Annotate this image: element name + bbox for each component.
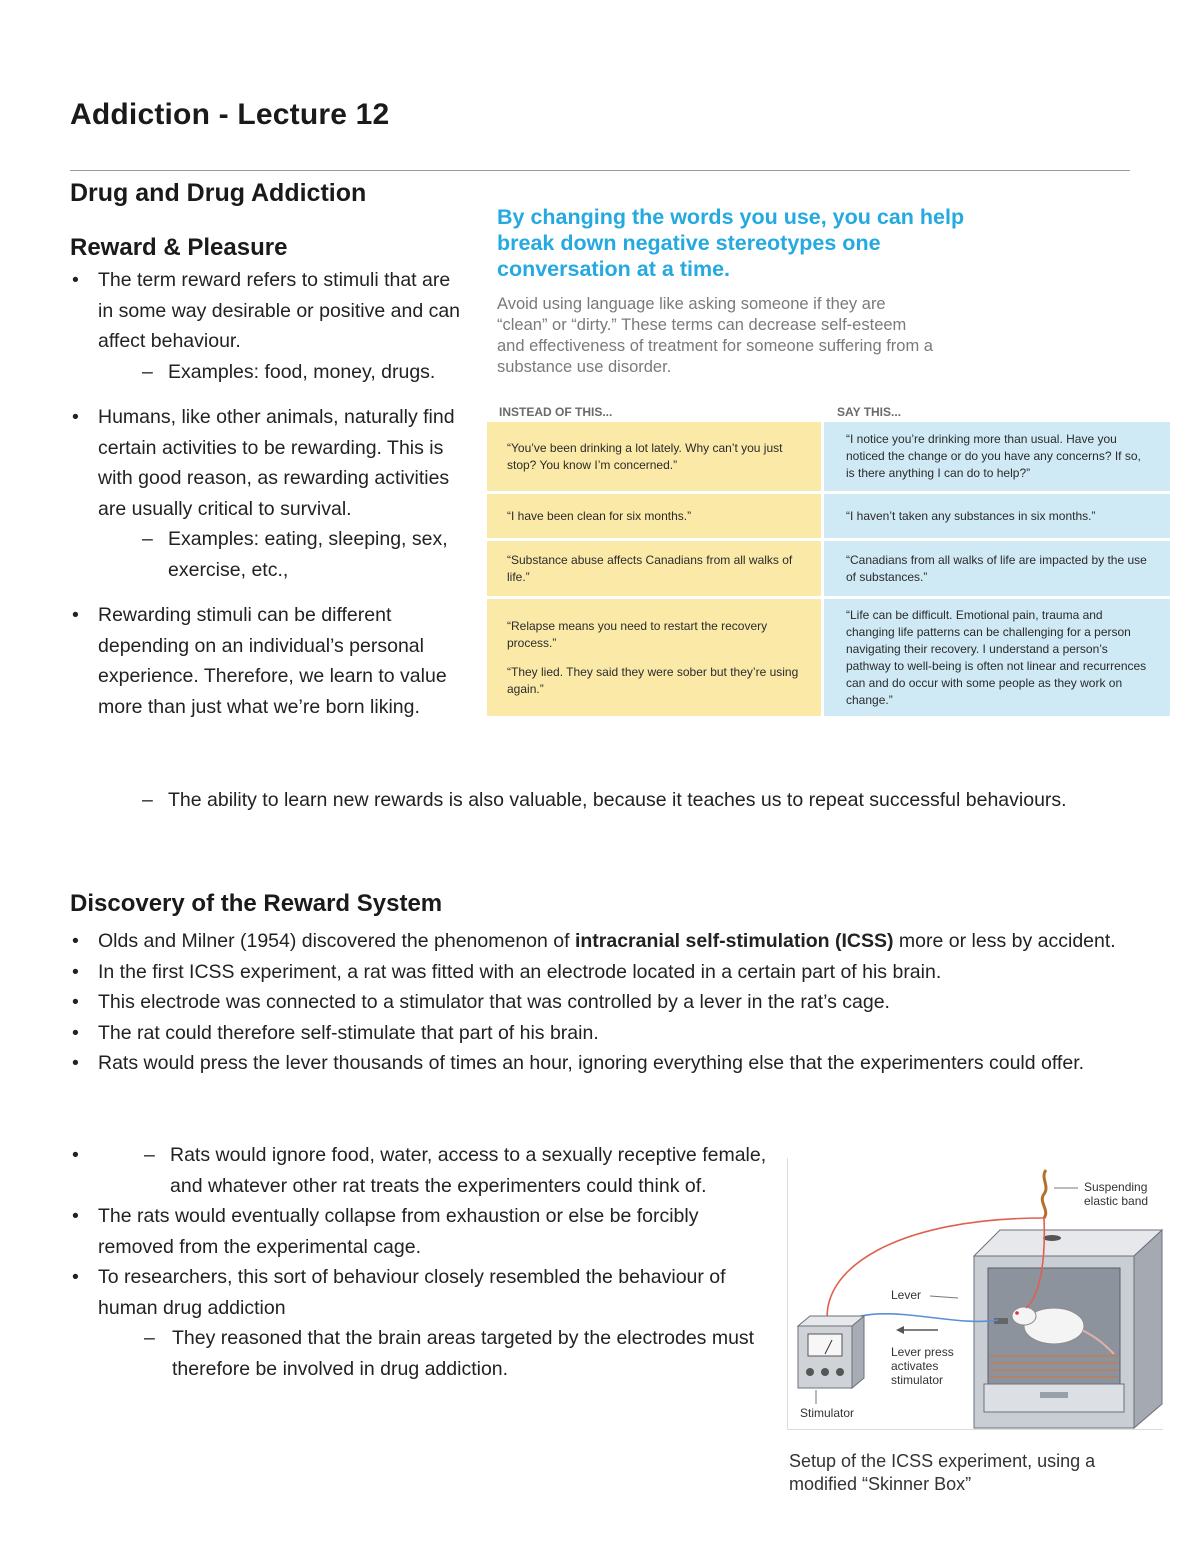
icss-setup-figure	[787, 1158, 1163, 1430]
sub-bullet-examples-eating: – Examples: eating, sleeping, sex, exercise, etc.,	[98, 524, 470, 585]
column-label-instead: INSTEAD OF THIS...	[499, 405, 613, 419]
bullet-electrode-stimulator: • This electrode was connected to a stimulator that was controlled by a lever in the rat’s cage.	[70, 987, 1120, 1018]
bullet-first-icss: • In the first ICSS experiment, a rat was fitted with an electrode located in a certain part of his brain.	[70, 957, 1120, 988]
figure-caption: Setup of the ICSS experiment, using a modified “Skinner Box”	[789, 1451, 1096, 1494]
section-heading-drug-addiction: Drug and Drug Addiction	[70, 179, 367, 207]
column-label-say: SAY THIS...	[837, 405, 902, 419]
sub-bullet-brain-areas: – They reasoned that the brain areas targeted by the electrodes must therefore be involved in drug addiction.	[100, 1323, 770, 1384]
reward-bullets	[70, 265, 470, 722]
page-title: Addiction - Lecture 12	[70, 98, 390, 131]
bullet-self-stimulate: • The rat could therefore self-stimulate that part of his brain.	[70, 1018, 1120, 1049]
sub-bullet-ignore-food: – • Rats would ignore food, water, access to a sexually receptive female, and whatever other rat treats the experimenters could think of.	[100, 1140, 770, 1201]
instead-cell: “Relapse means you need to restart the recovery process.” “They lied. They said they were sober but they’re using again.”	[487, 599, 821, 719]
say-cell: “Canadians from all walks of life are impacted by the use of substances.”	[821, 541, 1170, 599]
say-cell: “Life can be difficult. Emotional pain, trauma and changing life patterns can be challenging for a person navigating their recovery. I understand a person’s pathway to well-being is often not linear and recurrences can and do occur with some people as they work on change.”	[821, 599, 1170, 719]
label-stimulator: Stimulator	[800, 1406, 855, 1420]
label-elastic-band: Suspending elastic band	[1084, 1180, 1149, 1208]
label-lever-press: Lever press activates stimulator	[891, 1345, 954, 1387]
title-divider	[70, 170, 1130, 171]
bullet-olds-milner: • Olds and Milner (1954) discovered the phenomenon of intracranial self-stimulation (ICSS) more or less by accident.	[70, 926, 1120, 957]
bullet-lever-presses: • Rats would press the lever thousands of times an hour, ignoring everything else that the experimenters could offer.	[70, 1048, 1120, 1079]
infographic-intro: Avoid using language like asking someone if they are “clean” or “dirty.” These terms can decrease self-esteem and effectiveness of treatment for someone suffering from a substance use disorder.	[497, 295, 933, 376]
say-cell: “I notice you’re drinking more than usual. Have you noticed the change or do you have any concerns? If so, is there anything I can do to help?”	[821, 422, 1170, 494]
bullet-collapse: • The rats would eventually collapse from exhaustion or else be forcibly removed from the experimental cage.	[70, 1201, 770, 1262]
bullet-reward-definition: • The term reward refers to stimuli that are in some way desirable or positive and can affect behaviour. – Examples: food, money, drugs.	[70, 265, 470, 387]
section-heading-reward-system: Discovery of the Reward System	[70, 890, 443, 917]
instead-cell: “I have been clean for six months.”	[487, 494, 821, 541]
bullet-humans-rewarding: • Humans, like other animals, naturally find certain activities to be rewarding. This is with good reason, as rewarding activities are usually critical to survival. – Examples: eating, sleeping, sex, exercise, etc.,	[70, 402, 470, 585]
table-row	[487, 541, 1170, 599]
infographic-heading: By changing the words you use, you can help break down negative stereotypes one conversation at a time.	[497, 205, 965, 281]
sub-bullet-examples-food: – Examples: food, money, drugs.	[98, 357, 470, 388]
table-row	[487, 599, 1170, 719]
table-row	[487, 422, 1170, 494]
icss-term: intracranial self-stimulation (ICSS)	[574, 930, 894, 952]
bullet-resembled-addiction: • To researchers, this sort of behaviour closely resembled the behaviour of human drug addiction – They reasoned that the brain areas targeted by the electrodes must therefore be involved in drug addiction.	[70, 1262, 770, 1384]
label-lever: Lever	[891, 1288, 922, 1302]
say-cell: “I haven’t taken any substances in six months.”	[821, 494, 1170, 541]
subheading-reward-pleasure: Reward & Pleasure	[70, 234, 288, 261]
reward-system-bullets	[70, 926, 1120, 1079]
sub-bullet-learn-new-rewards: – The ability to learn new rewards is also valuable, because it teaches us to repeat successful behaviours.	[98, 785, 1098, 816]
phrasing-table	[487, 422, 1170, 719]
bullet-rewarding-stimuli: • Rewarding stimuli can be different depending on an individual’s personal experience. Therefore, we learn to value more than just what we’re born liking.	[70, 600, 470, 722]
instead-cell: “You’ve been drinking a lot lately. Why can’t you just stop? You know I’m concerned.”	[487, 422, 821, 494]
table-row	[487, 494, 1170, 541]
language-infographic	[487, 196, 1170, 724]
instead-cell: “Substance abuse affects Canadians from all walks of life.”	[487, 541, 821, 599]
